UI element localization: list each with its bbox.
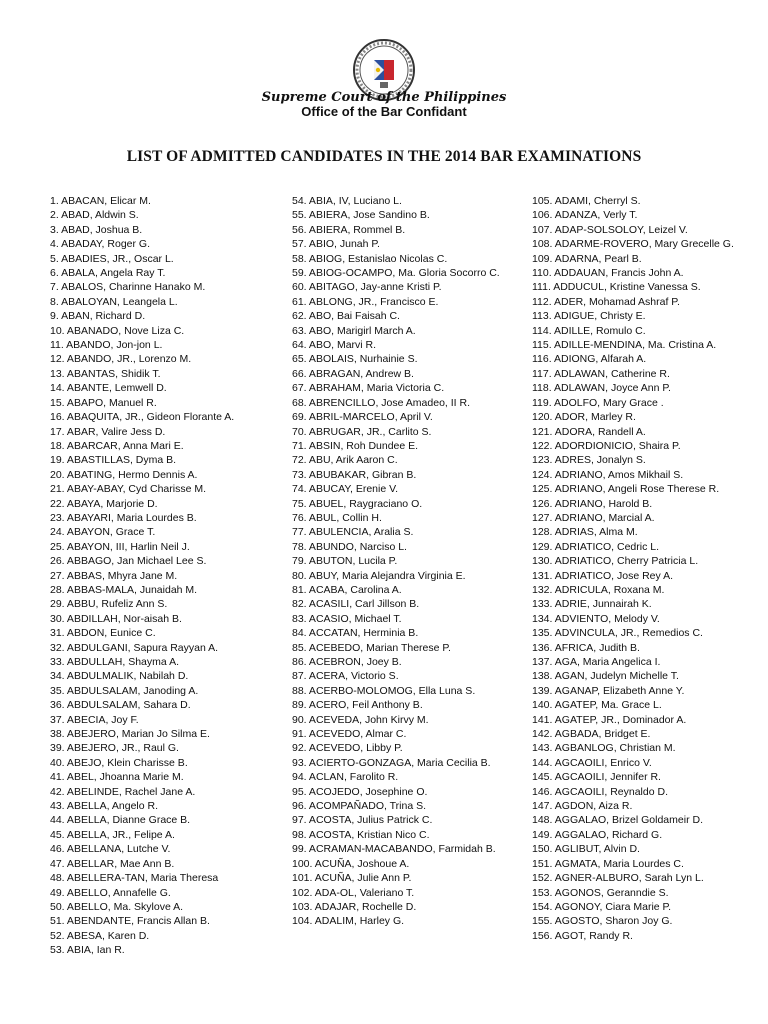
candidate-entry: 134. ADVIENTO, Melody V. <box>532 612 660 625</box>
candidate-entry: 84. ACCATAN, Herminia B. <box>292 627 419 640</box>
candidate-entry: 36. ABDULSALAM, Sahara D. <box>50 699 191 712</box>
candidate-entry: 132. ADRICULA, Roxana M. <box>532 583 665 596</box>
candidate-entry: 41. ABEL, Jhoanna Marie M. <box>50 771 184 784</box>
candidate-entry: 72. ABU, Arik Aaron C. <box>292 454 398 467</box>
candidate-entry: 153. AGONOS, Geranndie S. <box>532 886 669 899</box>
candidate-entry: 48. ABELLERA-TAN, Maria Theresa <box>50 872 219 885</box>
candidate-entry: 75. ABUEL, Raygraciano O. <box>292 497 423 510</box>
candidate-entry: 97. ACOSTA, Julius Patrick C. <box>292 814 433 827</box>
candidate-entry: 112. ADER, Mohamad Ashraf P. <box>532 295 680 308</box>
candidate-entry: 136. AFRICA, Judith B. <box>532 641 640 654</box>
candidate-entry: 107. ADAP-SOLSOLOY, Leizel V. <box>532 223 688 236</box>
candidate-entry: 67. ABRAHAM, Maria Victoria C. <box>292 382 445 395</box>
candidate-entry: 123. ADRES, Jonalyn S. <box>532 454 646 467</box>
candidate-entry: 69. ABRIL-MARCELO, April V. <box>292 411 433 424</box>
candidate-entry: 147. AGDON, Aiza R. <box>532 800 633 813</box>
candidate-entry: 93. ACIERTO-GONZAGA, Maria Cecilia B. <box>292 756 491 769</box>
candidate-entry: 95. ACOJEDO, Josephine O. <box>292 785 428 798</box>
candidate-entry: 103. ADAJAR, Rochelle D. <box>292 900 417 913</box>
candidate-entry: 78. ABUNDO, Narciso L. <box>292 540 407 553</box>
candidate-entry: 139. AGANAP, Elizabeth Anne Y. <box>532 684 685 697</box>
candidate-entry: 99. ACRAMAN-MACABANDO, Farmidah B. <box>292 843 496 856</box>
candidate-entry: 137. AGA, Maria Angelica I. <box>532 656 661 668</box>
candidate-entry: 109. ADARNA, Pearl B. <box>532 252 642 265</box>
candidate-entry: 105. ADAMI, Cherryl S. <box>532 195 641 207</box>
candidate-entry: 32. ABDULGANI, Sapura Rayyan A. <box>50 641 219 654</box>
candidate-entry: 94. ACLAN, Farolito R. <box>292 771 399 784</box>
candidate-entry: 115. ADILLE-MENDINA, Ma. Cristina A. <box>532 339 717 352</box>
candidate-entry: 43. ABELLA, Angelo R. <box>50 800 158 813</box>
candidate-entry: 2. ABAD, Aldwin S. <box>50 209 139 222</box>
candidate-entry: 68. ABRENCILLO, Jose Amadeo, II R. <box>292 396 471 409</box>
candidate-entry: 106. ADANZA, Verly T. <box>532 209 638 222</box>
candidate-entry: 39. ABEJERO, JR., Raul G. <box>50 742 179 755</box>
candidate-entry: 16. ABAQUITA, JR., Gideon Florante A. <box>50 411 235 424</box>
candidate-entry: 130. ADRIATICO, Cherry Patricia L. <box>532 555 699 568</box>
candidate-entry: 120. ADOR, Marley R. <box>532 411 636 424</box>
candidate-entry: 91. ACEVEDO, Almar C. <box>292 728 407 741</box>
candidate-entry: 133. ADRIE, Junnairah K. <box>532 598 652 611</box>
candidate-entry: 128. ADRIAS, Alma M. <box>532 526 638 539</box>
candidate-entry: 124. ADRIANO, Amos Mikhail S. <box>532 468 684 481</box>
candidate-entry: 141. AGATEP, JR., Dominador A. <box>532 713 687 726</box>
candidate-entry: 17. ABAR, Valire Jess D. <box>50 425 166 438</box>
candidate-column-1 <box>40 194 270 958</box>
candidate-entry: 58. ABIOG, Estanislao Nicolas C. <box>292 252 448 265</box>
candidate-entry: 104. ADALIM, Harley G. <box>292 915 405 928</box>
candidate-entry: 35. ABDULSALAM, Janoding A. <box>50 684 199 697</box>
candidate-entry: 82. ACASILI, Carl Jillson B. <box>292 598 420 611</box>
candidate-entry: 101. ACUÑA, Julie Ann P. <box>292 872 412 885</box>
candidate-entry: 24. ABAYON, Grace T. <box>50 526 156 539</box>
candidate-entry: 121. ADORA, Randell A. <box>532 425 646 438</box>
candidate-entry: 6. ABALA, Angela Ray T. <box>50 267 166 280</box>
candidate-entry: 44. ABELLA, Dianne Grace B. <box>50 814 191 827</box>
candidate-entry: 127. ADRIANO, Marcial A. <box>532 511 655 524</box>
candidate-entry: 88. ACERBO-MOLOMOG, Ella Luna S. <box>292 684 476 697</box>
candidate-entry: 83. ACASIO, Michael T. <box>292 612 402 625</box>
candidate-entry: 42. ABELINDE, Rachel Jane A. <box>50 785 196 798</box>
candidate-entry: 47. ABELLAR, Mae Ann B. <box>50 857 175 870</box>
candidate-entry: 8. ABALOYAN, Leangela L. <box>50 295 178 308</box>
candidate-entry: 131. ADRIATICO, Jose Rey A. <box>532 569 674 582</box>
candidate-entry: 81. ACABA, Carolina A. <box>292 583 402 596</box>
candidate-entry: 117. ADLAWAN, Catherine R. <box>532 367 670 380</box>
candidate-entry: 73. ABUBAKAR, Gibran B. <box>292 468 417 481</box>
candidate-entry: 149. AGGALAO, Richard G. <box>532 828 663 841</box>
candidate-entry: 118. ADLAWAN, Joyce Ann P. <box>532 382 671 395</box>
candidate-entry: 57. ABIO, Junah P. <box>292 238 380 251</box>
candidate-entry: 27. ABBAS, Mhyra Jane M. <box>50 569 178 582</box>
candidate-entry: 11. ABANDO, Jon-jon L. <box>50 339 163 352</box>
candidate-entry: 92. ACEVEDO, Libby P. <box>292 742 403 755</box>
candidate-entry: 119. ADOLFO, Mary Grace . <box>532 396 664 409</box>
candidate-entry: 135. ADVINCULA, JR., Remedios C. <box>532 627 703 640</box>
candidate-entry: 65. ABOLAIS, Nurhainie S. <box>292 353 418 366</box>
candidate-entry: 31. ABDON, Eunice C. <box>50 627 156 640</box>
candidate-entry: 34. ABDULMALIK, Nabilah D. <box>50 670 189 683</box>
candidate-entry: 70. ABRUGAR, JR., Carlito S. <box>292 425 432 438</box>
candidate-entry: 10. ABANADO, Nove Liza C. <box>50 324 185 337</box>
candidate-entry: 12. ABANDO, JR., Lorenzo M. <box>50 353 192 366</box>
candidate-entry: 50. ABELLO, Ma. Skylove A. <box>50 900 184 913</box>
candidate-entry: 87. ACERA, Victorio S. <box>292 670 399 683</box>
candidate-entry: 86. ACEBRON, Joey B. <box>292 656 402 668</box>
candidate-entry: 126. ADRIANO, Harold B. <box>532 497 653 510</box>
candidate-entry: 15. ABAPO, Manuel R. <box>50 396 157 409</box>
candidate-entry: 122. ADORDIONICIO, Shaira P. <box>532 439 681 452</box>
candidate-entry: 22. ABAYA, Marjorie D. <box>50 497 158 510</box>
court-name: Supreme Court of the Philippines <box>261 90 507 105</box>
candidate-entry: 77. ABULENCIA, Aralia S. <box>292 526 414 539</box>
candidate-entry: 5. ABADIES, JR., Oscar L. <box>50 252 174 265</box>
candidate-entry: 14. ABANTE, Lemwell D. <box>50 382 167 395</box>
candidate-entry: 3. ABAD, Joshua B. <box>50 223 143 236</box>
candidate-entry: 79. ABUTON, Lucila P. <box>292 555 398 568</box>
candidate-column-2 <box>282 194 514 929</box>
candidate-entry: 33. ABDULLAH, Shayma A. <box>50 656 179 668</box>
candidate-column-3 <box>522 194 762 943</box>
candidate-entry: 37. ABECIA, Joy F. <box>50 713 139 726</box>
candidate-entry: 63. ABO, Marigirl March A. <box>292 324 416 337</box>
candidate-entry: 144. AGCAOILI, Enrico V. <box>532 756 652 769</box>
candidate-entry: 108. ADARME-ROVERO, Mary Grecelle G. <box>532 238 734 251</box>
candidate-entry: 80. ABUY, Maria Alejandra Virginia E. <box>292 569 466 582</box>
candidate-entry: 38. ABEJERO, Marian Jo Silma E. <box>50 728 210 741</box>
candidate-entry: 18. ABARCAR, Anna Mari E. <box>50 439 184 452</box>
candidate-entry: 26. ABBAGO, Jan Michael Lee S. <box>50 555 207 568</box>
candidate-entry: 28. ABBAS-MALA, Junaidah M. <box>50 583 198 596</box>
candidate-entry: 51. ABENDANTE, Francis Allan B. <box>50 915 210 928</box>
candidate-entry: 59. ABIOG-OCAMPO, Ma. Gloria Socorro C. <box>292 267 500 280</box>
candidate-entry: 56. ABIERA, Rommel B. <box>292 223 406 236</box>
candidate-entry: 143. AGBANLOG, Christian M. <box>532 742 676 755</box>
candidate-entry: 45. ABELLA, JR., Felipe A. <box>50 828 175 841</box>
candidate-entry: 152. AGNER-ALBURO, Sarah Lyn L. <box>532 872 704 885</box>
candidate-entry: 53. ABIA, Ian R. <box>50 944 125 957</box>
candidate-entry: 1. ABACAN, Elicar M. <box>50 195 151 207</box>
candidate-entry: 49. ABELLO, Annafelle G. <box>50 886 171 899</box>
candidate-entry: 60. ABITAGO, Jay-anne Kristi P. <box>292 281 442 294</box>
candidate-entry: 140. AGATEP, Ma. Grace L. <box>532 699 662 712</box>
candidate-entry: 150. AGLIBUT, Alvin D. <box>532 843 640 856</box>
candidate-entry: 19. ABASTILLAS, Dyma B. <box>50 454 177 467</box>
candidate-entry: 20. ABATING, Hermo Dennis A. <box>50 468 198 481</box>
candidate-entry: 116. ADIONG, Alfarah A. <box>532 353 647 366</box>
candidate-entry: 71. ABSIN, Roh Dundee E. <box>292 439 419 452</box>
candidate-entry: 89. ACERO, Feil Anthony B. <box>292 699 423 712</box>
candidate-entry: 54. ABIA, IV, Luciano L. <box>292 195 402 207</box>
candidate-entry: 21. ABAY-ABAY, Cyd Charisse M. <box>50 483 207 496</box>
office-name: Office of the Bar Confidant <box>301 104 467 119</box>
candidate-entry: 4. ABADAY, Roger G. <box>50 238 150 251</box>
candidate-entry: 61. ABLONG, JR., Francisco E. <box>292 295 439 308</box>
candidate-entry: 146. AGCAOILI, Reynaldo D. <box>532 785 668 798</box>
candidate-entry: 23. ABAYARI, Maria Lourdes B. <box>50 511 197 524</box>
candidate-entry: 62. ABO, Bai Faisah C. <box>292 310 400 323</box>
candidate-entry: 151. AGMATA, Maria Lourdes C. <box>532 857 684 870</box>
candidate-entry: 129. ADRIATICO, Cedric L. <box>532 540 660 553</box>
candidate-entry: 9. ABAN, Richard D. <box>50 310 146 323</box>
candidate-entry: 85. ACEBEDO, Marian Therese P. <box>292 641 451 654</box>
candidate-entry: 90. ACEVEDA, John Kirvy M. <box>292 713 429 726</box>
candidate-entry: 114. ADILLE, Romulo C. <box>532 324 646 337</box>
candidate-entry: 155. AGOSTO, Sharon Joy G. <box>532 915 673 928</box>
candidate-entry: 111. ADDUCUL, Kristine Vanessa S. <box>532 281 701 294</box>
candidate-entry: 74. ABUCAY, Erenie V. <box>292 483 399 496</box>
candidate-entry: 113. ADIGUE, Christy E. <box>532 310 646 323</box>
candidate-entry: 96. ACOMPAÑADO, Trina S. <box>292 800 427 813</box>
candidate-entry: 125. ADRIANO, Angeli Rose Therese R. <box>532 483 720 496</box>
candidate-entry: 7. ABALOS, Charinne Hanako M. <box>50 281 206 294</box>
candidate-entry: 46. ABELLANA, Lutche V. <box>50 843 171 856</box>
candidate-entry: 66. ABRAGAN, Andrew B. <box>292 367 414 380</box>
candidate-entry: 25. ABAYON, III, Harlin Neil J. <box>50 540 190 553</box>
candidate-entry: 55. ABIERA, Jose Sandino B. <box>292 209 430 222</box>
candidate-entry: 76. ABUL, Collin H. <box>292 511 382 524</box>
candidate-entry: 64. ABO, Marvi R. <box>292 339 377 352</box>
candidate-entry: 142. AGBADA, Bridget E. <box>532 728 651 741</box>
candidate-entry: 138. AGAN, Judelyn Michelle T. <box>532 670 679 683</box>
candidate-entry: 52. ABESA, Karen D. <box>50 929 150 942</box>
candidate-entry: 156. AGOT, Randy R. <box>532 929 633 942</box>
candidate-entry: 29. ABBU, Rufeliz Ann S. <box>50 598 168 611</box>
candidate-entry: 98. ACOSTA, Kristian Nico C. <box>292 828 430 841</box>
candidate-entry: 148. AGGALAO, Brizel Goldameir D. <box>532 814 703 827</box>
candidate-entry: 154. AGONOY, Ciara Marie P. <box>532 900 672 913</box>
candidate-entry: 40. ABEJO, Klein Charisse B. <box>50 756 188 769</box>
candidate-entry: 100. ACUÑA, Joshoue A. <box>292 857 410 870</box>
candidate-entry: 13. ABANTAS, Shidik T. <box>50 367 161 380</box>
candidate-entry: 30. ABDILLAH, Nor-aisah B. <box>50 612 182 625</box>
page-title: LIST OF ADMITTED CANDIDATES IN THE 2014 BAR EXAMINATIONS <box>126 148 642 165</box>
candidate-entry: 145. AGCAOILI, Jennifer R. <box>532 771 661 784</box>
candidate-entry: 110. ADDAUAN, Francis John A. <box>532 267 684 280</box>
candidate-entry: 102. ADA-OL, Valeriano T. <box>292 886 415 899</box>
